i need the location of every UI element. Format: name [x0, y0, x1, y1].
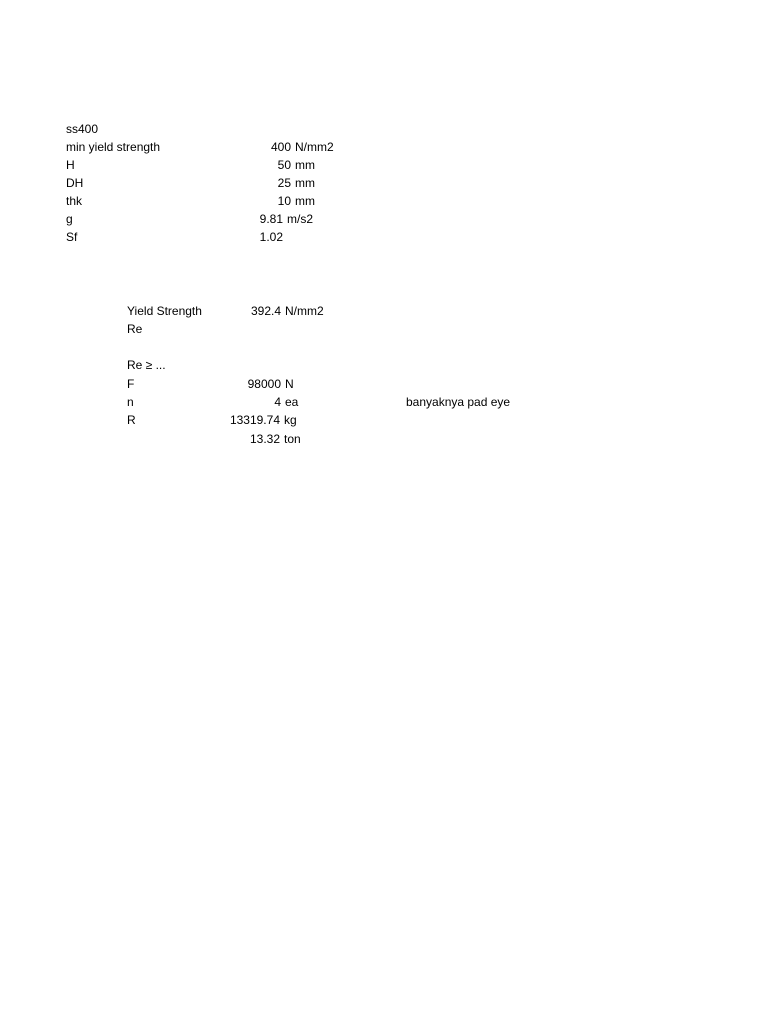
param-value-g: 9.81	[259, 212, 283, 226]
param-unit-h: mm	[295, 158, 315, 172]
yield-strength-unit: N/mm2	[285, 304, 324, 318]
count-value: 4	[274, 395, 281, 409]
yield-strength-label: Yield Strength	[127, 304, 202, 318]
param-value-sf: 1.02	[259, 230, 283, 244]
param-label-thk: thk	[66, 194, 83, 208]
result-value-ton: 13.32	[249, 432, 280, 446]
param-label-sf: Sf	[66, 230, 78, 244]
param-value-thk: 10	[277, 194, 291, 208]
param-unit-dh: mm	[295, 176, 315, 190]
result-label: R	[127, 413, 136, 427]
force-value: 98000	[247, 377, 281, 391]
param-value-h: 50	[277, 158, 291, 172]
re-label: Re	[127, 322, 143, 336]
material-label: ss400	[66, 122, 99, 136]
yield-strength-value: 392.4	[250, 304, 281, 318]
force-label: F	[127, 377, 135, 391]
result-unit-kg: kg	[284, 413, 297, 427]
param-unit-min-yield: N/mm2	[295, 140, 334, 154]
count-note: banyaknya pad eye	[406, 395, 511, 409]
param-value-dh: 25	[277, 176, 291, 190]
param-unit-thk: mm	[295, 194, 315, 208]
result-unit-ton: ton	[284, 432, 301, 446]
param-label-min-yield: min yield strength	[66, 140, 161, 154]
param-label-h: H	[66, 158, 75, 172]
param-value-min-yield: 400	[270, 140, 291, 154]
count-label: n	[127, 395, 134, 409]
param-label-dh: DH	[66, 176, 84, 190]
count-unit: ea	[285, 395, 299, 409]
re-condition-label: Re ≥ ...	[127, 358, 166, 372]
force-unit: N	[285, 377, 294, 391]
result-value-kg: 13319.74	[229, 413, 280, 427]
param-unit-g: m/s2	[287, 212, 314, 226]
param-label-g: g	[66, 212, 73, 226]
